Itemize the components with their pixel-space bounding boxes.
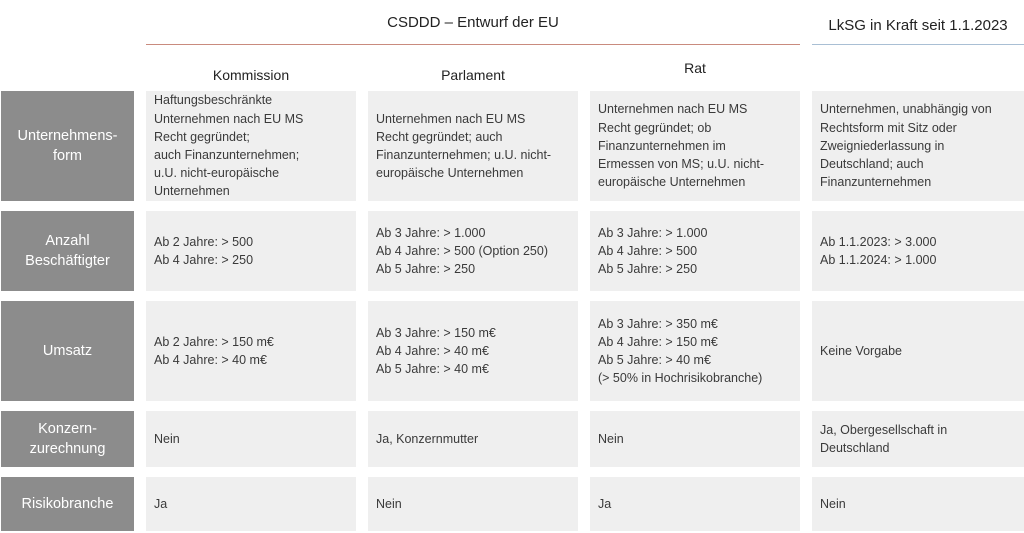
cell-umsatz-kommission: Ab 2 Jahre: > 150 m€ Ab 4 Jahre: > 40 m€ (146, 301, 356, 401)
column-header-kommission: Kommission (212, 67, 290, 83)
cell-konzern-rat: Nein (590, 411, 800, 467)
cell-umsatz-parlament: Ab 3 Jahre: > 150 m€ Ab 4 Jahre: > 40 m€ Ab 5 Jahre: > 40 m€ (368, 301, 578, 401)
cell-risiko-kommission: Ja (146, 477, 356, 531)
cell-unternehmensform-parlament: Unternehmen nach EU MS Recht gegründet; auch Finanzunternehmen; u.U. nicht- europäische Unternehmen (368, 91, 578, 201)
cell-unternehmensform-kommission: Haftungsbeschränkte Unternehmen nach EU MS Recht gegründet; auch Finanzunternehmen; u.U. nicht-europäische Unternehmen (146, 91, 356, 201)
lksg-title: LkSG in Kraft seit 1.1.2023 (828, 17, 1008, 34)
csddd-title-line (146, 44, 800, 45)
cell-beschaeftigte-parlament: Ab 3 Jahre: > 1.000 Ab 4 Jahre: > 500 (Option 250) Ab 5 Jahre: > 250 (368, 211, 578, 291)
cell-beschaeftigte-rat: Ab 3 Jahre: > 1.000 Ab 4 Jahre: > 500 Ab 5 Jahre: > 250 (590, 211, 800, 291)
column-header-parlament: Parlament (441, 67, 505, 83)
row-label-umsatz: Umsatz (1, 301, 134, 401)
cell-beschaeftigte-kommission: Ab 2 Jahre: > 500 Ab 4 Jahre: > 250 (146, 211, 356, 291)
cell-konzern-lksg: Ja, Obergesellschaft in Deutschland (812, 411, 1024, 467)
row-label-anzahl-beschaeftigter: Anzahl Beschäftigter (1, 211, 134, 291)
cell-umsatz-rat: Ab 3 Jahre: > 350 m€ Ab 4 Jahre: > 150 m€ Ab 5 Jahre: > 40 m€ (> 50% in Hochrisikobranche) (590, 301, 800, 401)
cell-risiko-lksg: Nein (812, 477, 1024, 531)
cell-unternehmensform-rat: Unternehmen nach EU MS Recht gegründet; ob Finanzunternehmen im Ermessen von MS; u.U. nicht- europäische Unternehmen (590, 91, 800, 201)
cell-unternehmensform-lksg: Unternehmen, unabhängig von Rechtsform mit Sitz oder Zweigniederlassung in Deutschland; auch Finanzunternehmen (812, 91, 1024, 201)
row-label-konzernzurechnung: Konzern- zurechnung (1, 411, 134, 467)
csddd-title: CSDDD – Entwurf der EU (387, 14, 559, 31)
row-label-unternehmensform: Unternehmens- form (1, 91, 134, 201)
cell-konzern-kommission: Nein (146, 411, 356, 467)
lksg-title-line (812, 44, 1024, 45)
column-header-rat: Rat (684, 60, 706, 76)
cell-konzern-parlament: Ja, Konzernmutter (368, 411, 578, 467)
cell-beschaeftigte-lksg: Ab 1.1.2023: > 3.000 Ab 1.1.2024: > 1.000 (812, 211, 1024, 291)
cell-risiko-rat: Ja (590, 477, 800, 531)
row-label-risikobranche: Risikobranche (1, 477, 134, 531)
cell-umsatz-lksg: Keine Vorgabe (812, 301, 1024, 401)
cell-risiko-parlament: Nein (368, 477, 578, 531)
